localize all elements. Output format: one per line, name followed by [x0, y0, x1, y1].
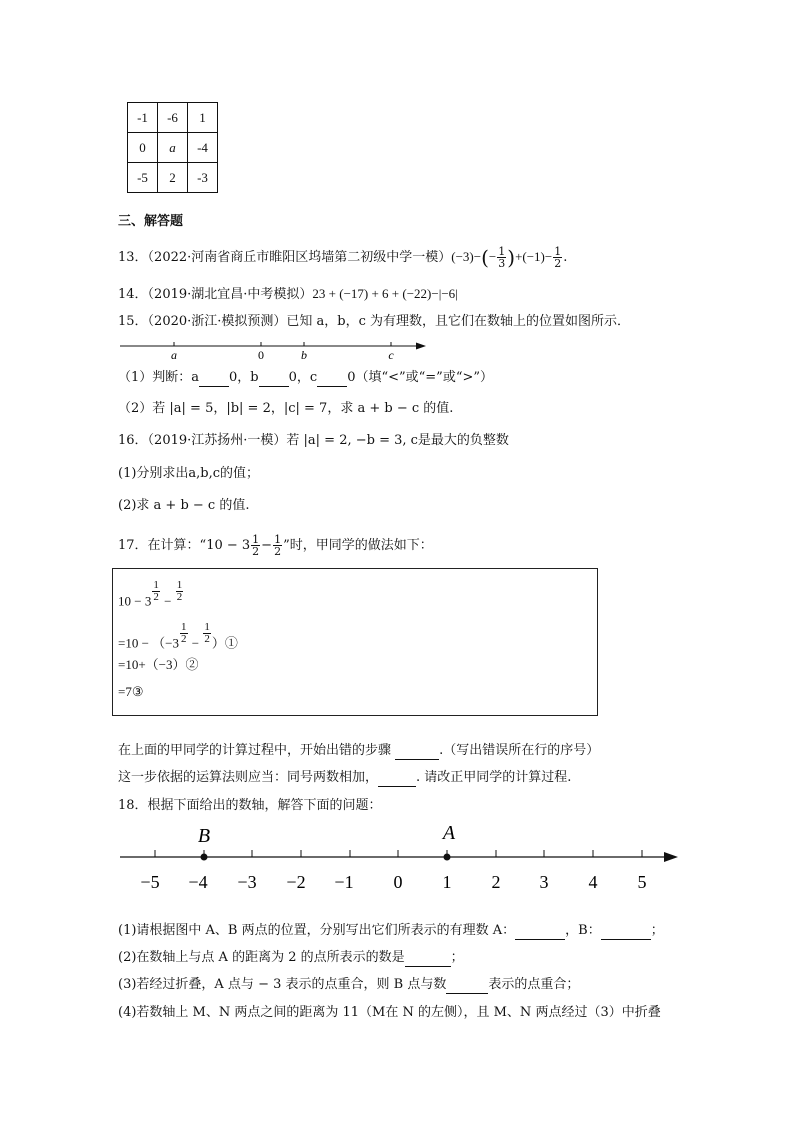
grid-cell: 1 — [188, 103, 218, 133]
axis-label-c: c — [388, 348, 394, 362]
q17-question-2: 这一步依据的运算法则应当：同号两数相加， . 请改正甲同学的计算过程. — [118, 770, 572, 785]
answer-blank[interactable] — [515, 925, 565, 940]
grid-cell: a — [158, 133, 188, 163]
tick-label: −1 — [334, 872, 354, 892]
q15-number-line — [118, 336, 430, 364]
section-heading: 三、解答题 — [118, 214, 184, 229]
point-a-label: A — [442, 822, 456, 844]
tick-label: 1 — [442, 872, 452, 892]
q13-prefix: 13．（2022·河南省商丘市睢阳区坞墙第二初级中学一模） — [118, 250, 452, 265]
grid-cell: 0 — [128, 133, 158, 163]
q18-part4: (4)若数轴上 M、N 两点之间的距离为 11（M在 N 的左侧），且 M、N 两点经过（3）中折叠 — [118, 1005, 661, 1020]
tick-label: −3 — [237, 872, 257, 892]
q14-prefix: 14．（2019·湖北宜昌·中考模拟） — [118, 287, 313, 302]
question-14 — [118, 285, 458, 304]
calc-line-4: =7③ — [118, 684, 144, 699]
q13-fraction-2: $\frac{1}{2}$ — [554, 245, 562, 270]
q17-question-1: 在上面的甲同学的计算过程中，开始出错的步骤 .（写出错误所在行的序号） — [118, 743, 600, 758]
number-grid — [127, 102, 218, 193]
grid-cell: -1 — [128, 103, 158, 133]
grid-cell: -5 — [128, 163, 158, 193]
q18-number-line — [118, 820, 683, 898]
grid-row — [128, 133, 218, 163]
q16-part1: (1)分别求出a,b,c的值； — [118, 466, 260, 481]
calc-line-3: =10+（−3）② — [118, 657, 199, 672]
answer-blank[interactable] — [395, 745, 439, 760]
grid-cell: -4 — [188, 133, 218, 163]
tick-labels — [140, 872, 646, 892]
q18-part3: (3)若经过折叠，A 点与 − 3 表示的点重合，则 B 点与数 表示的点重合； — [118, 977, 580, 992]
answer-blank[interactable] — [317, 372, 347, 387]
answer-blank[interactable] — [601, 925, 651, 940]
tick-label: −4 — [188, 872, 208, 892]
answer-blank[interactable] — [378, 772, 416, 787]
calc-line-2: =10 − （−3 $\frac{1}{2}$ − $\frac{1}{2}$ ）① — [118, 621, 238, 651]
question-17: 17．在计算：“10 − 3 $\frac{1}{2}$ − $\frac{1}{2}$ ”时，甲同学的做法如下： — [118, 533, 433, 558]
q18-part1: (1)请根据图中 A、B 两点的位置，分别写出它们所表示的有理数 A： ，B： ； — [118, 923, 664, 938]
question-15: 15．（2020·浙江·模拟预测）已知 a，b，c 为有理数，且它们在数轴上的位置如图所示． — [118, 314, 631, 329]
q14-expr: 23 + (−17) + 6 + (−22)−|−6| — [312, 286, 458, 301]
tick-label: 3 — [539, 872, 549, 892]
q15-part1: （1）判断：a 0，b 0，c 0（填“<”或“=”或“>”） — [118, 370, 494, 385]
grid-row — [128, 163, 218, 193]
grid-cell: 2 — [158, 163, 188, 193]
tick-label: 2 — [491, 872, 501, 892]
q16-part2: (2)求 a + b − c 的值. — [118, 498, 250, 513]
axis-arrow — [664, 852, 678, 862]
q15-part2: （2）若 |a| = 5，|b| = 2，|c| = 7，求 a + b − c 的值. — [118, 401, 454, 416]
grid-cell: -6 — [158, 103, 188, 133]
question-16: 16．（2019·江苏扬州·一模）若 |a| = 2, −b = 3, c是最大的负整数 — [118, 433, 509, 448]
answer-blank[interactable] — [446, 979, 488, 994]
axis-label-zero: 0 — [258, 348, 264, 362]
point-a-dot — [444, 854, 451, 861]
tick-label: 5 — [637, 872, 647, 892]
q18-part2: (2)在数轴上与点 A 的距离为 2 的点所表示的数是 ； — [118, 950, 464, 965]
point-b-label: B — [197, 825, 211, 847]
calc-line-1: 10 − 3 $\frac{1}{2}$ − $\frac{1}{2}$ — [118, 579, 183, 609]
axis-label-a: a — [171, 348, 177, 362]
tick-label: −5 — [140, 872, 160, 892]
tick-label: 0 — [393, 872, 403, 892]
grid-cell: -3 — [188, 163, 218, 193]
axis-arrow — [416, 343, 426, 350]
tick-marks — [155, 850, 642, 857]
answer-blank[interactable] — [405, 952, 451, 967]
axis-label-b: b — [301, 348, 307, 362]
question-13: 13．（2022·河南省商丘市睢阳区坞墙第二初级中学一模）(−3)−(− $\frac{1}{3}$ )+(−1)− $\frac{1}{2}$ . — [118, 245, 568, 270]
tick-label: 4 — [588, 872, 598, 892]
answer-blank[interactable] — [259, 372, 289, 387]
answer-blank[interactable] — [199, 372, 229, 387]
point-b-dot — [201, 854, 208, 861]
q13-expr-b: +(−1)− — [515, 249, 553, 264]
tick-label: −2 — [286, 872, 306, 892]
q13-fraction: $\frac{1}{3}$ — [498, 245, 506, 270]
q13-expr-a: (−3)− — [451, 249, 482, 264]
question-18: 18．根据下面给出的数轴，解答下面的问题： — [118, 798, 382, 813]
grid-row — [128, 103, 218, 133]
